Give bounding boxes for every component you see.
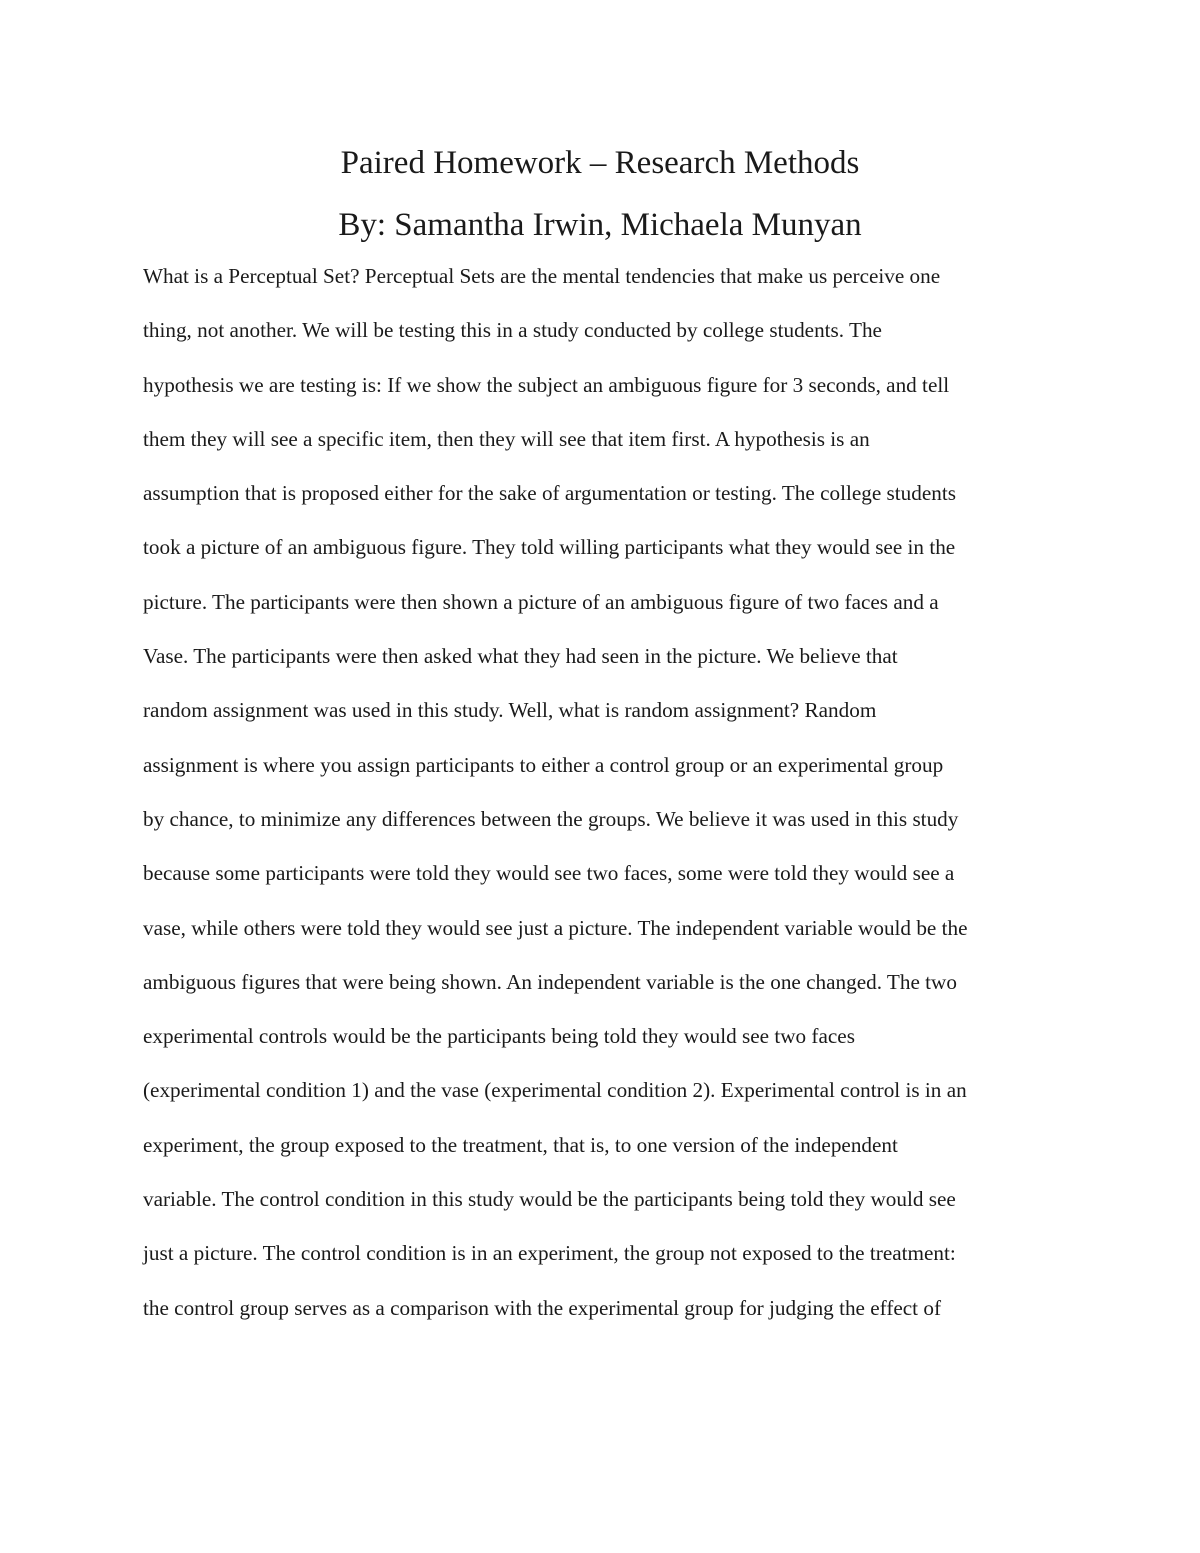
document-authors: By: Samantha Irwin, Michaela Munyan — [338, 207, 862, 243]
body-paragraph — [143, 258, 1073, 1344]
paragraph-line: What is a Perceptual Set? Perceptual Sets are the mental tendencies that make us perceive one — [143, 264, 941, 288]
paragraph-line: random assignment was used in this study. Well, what is random assignment? Random — [143, 698, 877, 723]
paragraph-line: vase, while others were told they would see just a picture. The independent variable would be the — [143, 915, 968, 940]
paragraph-line: just a picture. The control condition is in an experiment, the group not exposed to the treatment: — [143, 1241, 956, 1266]
paragraph-line: picture. The participants were then shown a picture of an ambiguous figure of two faces and a — [143, 589, 939, 614]
paragraph-line: thing, not another. We will be testing this in a study conducted by college students. The — [143, 318, 882, 343]
paragraph-line: hypothesis we are testing is: If we show the subject an ambiguous figure for 3 seconds, and tell — [143, 372, 950, 397]
paragraph-line: experiment, the group exposed to the treatment, that is, to one version of the independent — [143, 1132, 898, 1157]
paragraph-line: them they will see a specific item, then they will see that item first. A hypothesis is an — [143, 426, 870, 451]
paragraph-line: took a picture of an ambiguous figure. They told willing participants what they would see in the — [143, 535, 956, 560]
paragraph-line: by chance, to minimize any differences between the groups. We believe it was used in this study — [143, 806, 959, 831]
paragraph-line: experimental controls would be the participants being told they would see two faces — [143, 1024, 855, 1049]
document-title: Paired Homework – Research Methods — [340, 145, 860, 181]
paragraph-line: assumption that is proposed either for the sake of argumentation or testing. The college students — [143, 481, 956, 506]
paragraph-line: variable. The control condition in this study would be the participants being told they would see — [143, 1187, 956, 1212]
paragraph-line: the control group serves as a comparison with the experimental group for judging the effect of — [143, 1295, 942, 1320]
paragraph-line: assignment is where you assign participants to either a control group or an experimental group — [143, 752, 944, 777]
paragraph-line: (experimental condition 1) and the vase (experimental condition 2). Experimental control is in an — [143, 1078, 967, 1103]
paragraph-line: Vase. The participants were then asked what they had seen in the picture. We believe that — [143, 644, 898, 669]
paragraph-line: ambiguous figures that were being shown. An independent variable is the one changed. The two — [143, 969, 957, 994]
paragraph-line: because some participants were told they would see two faces, some were told they would see a — [143, 861, 955, 886]
